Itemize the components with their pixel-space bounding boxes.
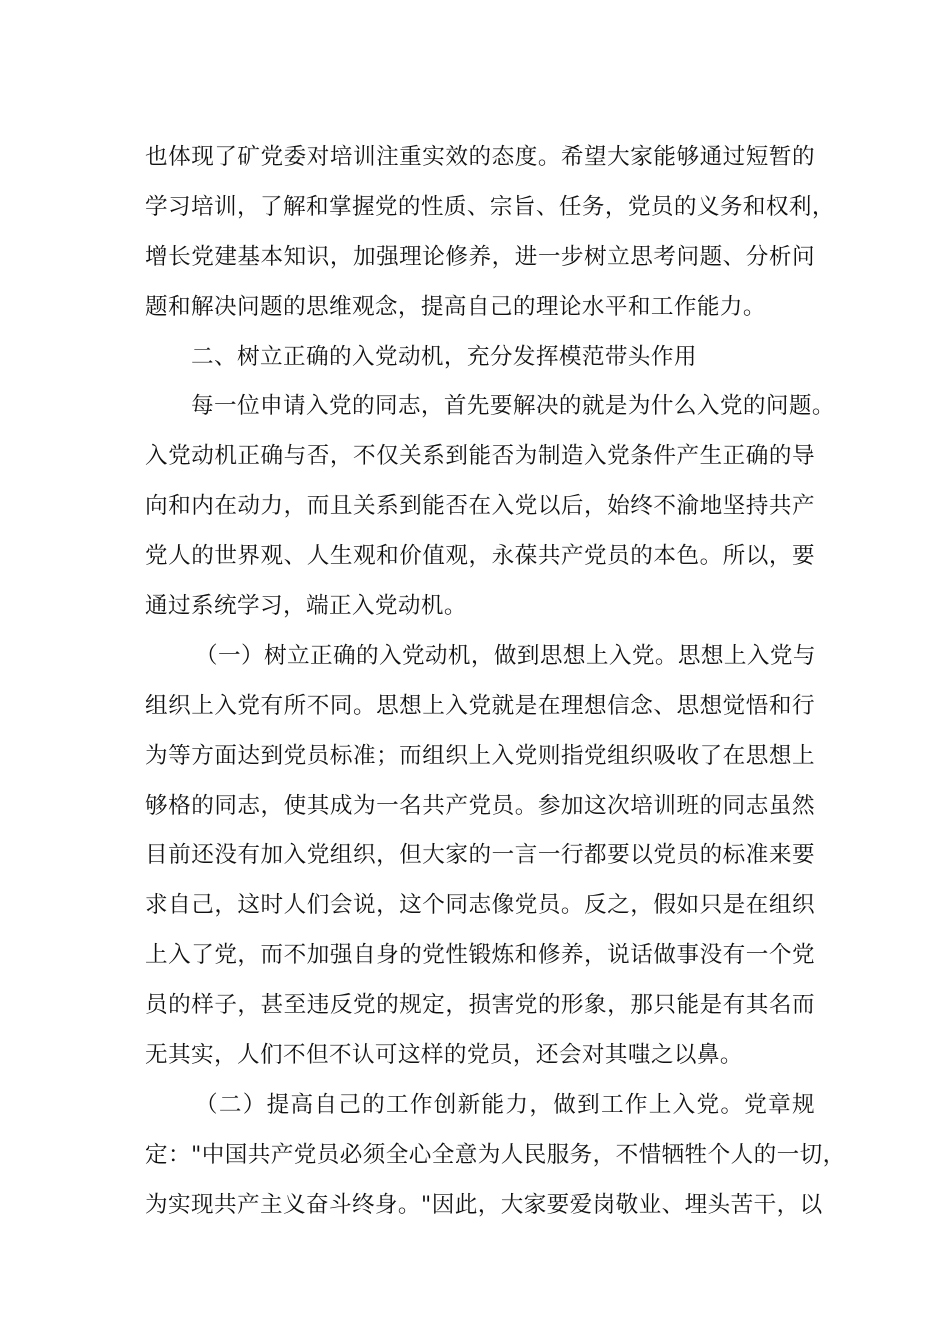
text-line: 无其实，人们不但不认可这样的党员，还会对其嗤之以鼻。 [145, 1042, 743, 1069]
text-line: 增长党建基本知识，加强理论修养，进一步树立思考问题、分析问 [145, 243, 815, 270]
text-line: 够格的同志，使其成为一名共产党员。参加这次培训班的同志虽然 [145, 792, 815, 819]
text-line: 上入了党，而不加强自身的党性锻炼和修养，说话做事没有一个党 [145, 942, 815, 969]
text-line: 定："中国共产党员必须全心全意为人民服务，不惜牺牲个人的一切， [145, 1141, 846, 1168]
text-line: 目前还没有加入党组织，但大家的一言一行都要以党员的标准来要 [145, 842, 815, 869]
text-line: 学习培训，了解和掌握党的性质、宗旨、任务，党员的义务和权利， [145, 193, 835, 220]
text-line: 为等方面达到党员标准；而组织上入党则指党组织吸收了在思想上 [145, 742, 815, 769]
text-line: 题和解决问题的思维观念，提高自己的理论水平和工作能力。 [145, 293, 766, 320]
text-line: 党人的世界观、人生观和价值观，永葆共产党员的本色。所以，要 [145, 543, 815, 570]
text-line: 也体现了矿党委对培训注重实效的态度。希望大家能够通过短暂的 [145, 144, 815, 170]
text-line: 向和内在动力，而且关系到能否在入党以后，始终不渝地坚持共产 [145, 493, 815, 520]
text-line: （一）树立正确的入党动机，做到思想上入党。思想上入党与 [195, 642, 816, 669]
text-line: 员的样子，甚至违反党的规定，损害党的形象，那只能是有其名而 [145, 992, 815, 1019]
text-line: 入党动机正确与否，不仅关系到能否为制造入党条件产生正确的导 [145, 443, 815, 470]
text-line: 每一位申请入党的同志，首先要解决的就是为什么入党的问题。 [191, 393, 835, 420]
text-line: 通过系统学习，端正入党动机。 [145, 593, 467, 620]
text-line: （二）提高自己的工作创新能力，做到工作上入党。党章规 [195, 1091, 815, 1118]
text-line: 为实现共产主义奋斗终身。"因此，大家要爱岗敬业、埋头苦干，以 [145, 1191, 823, 1218]
text-line: 求自己，这时人们会说，这个同志像党员。反之，假如只是在组织 [145, 892, 815, 919]
document-body [145, 133, 846, 1231]
section-heading: 二、树立正确的入党动机，充分发挥模范带头作用 [191, 343, 697, 370]
text-line: 组织上入党有所不同。思想上入党就是在理想信念、思想觉悟和行 [145, 692, 815, 719]
